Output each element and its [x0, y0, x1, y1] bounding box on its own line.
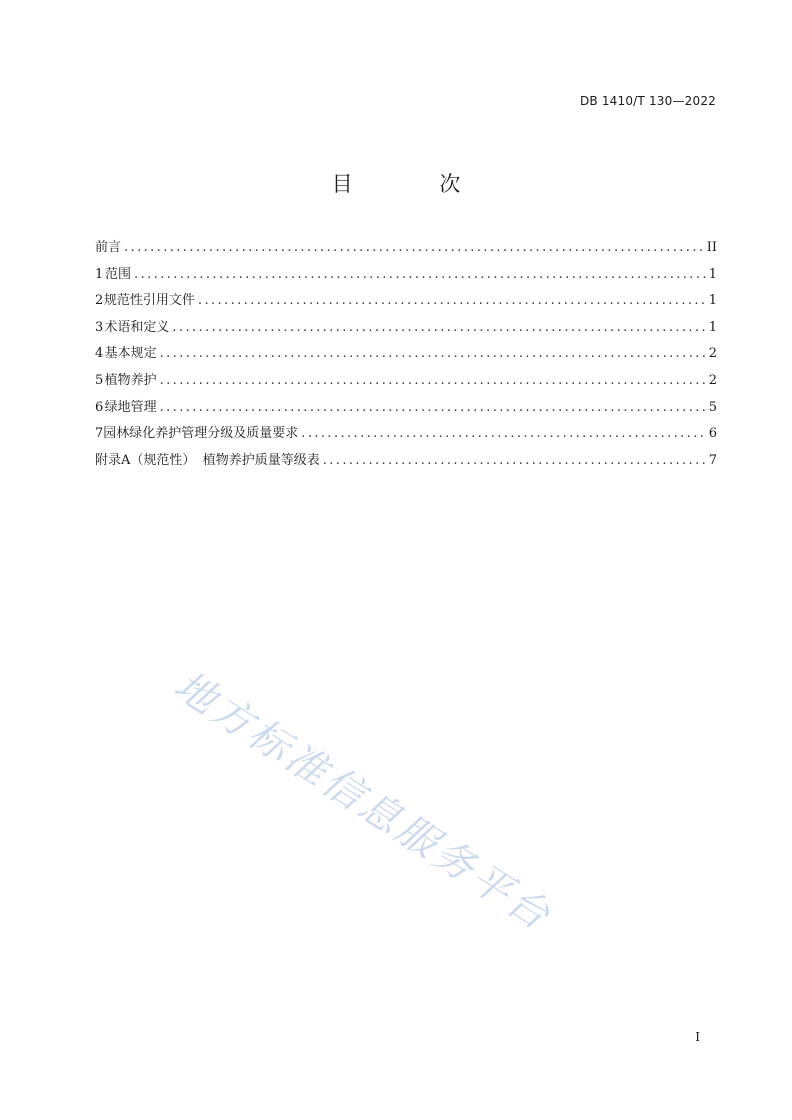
- toc-entry-number: 5: [95, 372, 104, 388]
- document-code: DB 1410/T 130—2022: [579, 94, 716, 108]
- toc-leader-dots: [160, 346, 706, 361]
- toc-entry-label: 术语和定义: [104, 319, 170, 335]
- toc-leader-dots: [160, 373, 706, 388]
- page-title: 目 次: [331, 172, 501, 196]
- toc-entry-page: 1: [708, 266, 717, 282]
- toc-entry-plant-maintenance[interactable]: [95, 369, 717, 396]
- toc-entry-normative-references[interactable]: [95, 289, 717, 316]
- toc-entry-number: 1: [95, 266, 104, 282]
- appendix-label: 植物养护质量等级表: [202, 452, 320, 468]
- toc-entry-page: 2: [708, 372, 717, 388]
- toc-entry-number: 7: [95, 426, 104, 442]
- toc-entry-foreword[interactable]: [95, 236, 717, 263]
- toc-leader-dots: [124, 240, 704, 255]
- toc-entry-number: 2: [95, 293, 104, 309]
- toc-entry-page: 5: [708, 399, 717, 415]
- appendix-prefix: 附录A（规范性）: [95, 452, 196, 468]
- toc-entry-page: II: [706, 240, 717, 255]
- toc-entry-label: 规范性引用文件: [103, 293, 195, 309]
- toc-entry-appendix-a[interactable]: [95, 449, 717, 476]
- toc-entry-number: 3: [95, 319, 104, 335]
- toc-leader-dots: [301, 426, 705, 441]
- toc-entry-label: 前言: [95, 240, 122, 255]
- toc-entry-page: 1: [708, 319, 717, 335]
- toc-leader-dots: [323, 453, 706, 468]
- toc-leader-dots: [172, 320, 705, 335]
- toc-entry-label: 绿地管理: [104, 399, 157, 415]
- toc-entry-label: 基本规定: [104, 346, 157, 362]
- toc-entry-page: 6: [708, 426, 717, 442]
- table-of-contents: [95, 236, 717, 475]
- toc-entry-number: 6: [95, 399, 104, 415]
- toc-entry-number: 4: [95, 346, 104, 362]
- watermark-text: 地方标准信息服务平台: [166, 662, 561, 941]
- toc-entry-terms-definitions[interactable]: [95, 316, 717, 343]
- toc-leader-dots: [198, 293, 706, 308]
- toc-leader-dots: [134, 267, 706, 282]
- toc-entry-basic-provisions[interactable]: [95, 342, 717, 369]
- toc-leader-dots: [160, 400, 706, 415]
- toc-entry-green-space-management[interactable]: [95, 396, 717, 423]
- toc-entry-label: 园林绿化养护管理分级及质量要求: [103, 426, 299, 442]
- toc-entry-grading-quality[interactable]: [95, 422, 717, 449]
- page-number: I: [695, 1030, 700, 1044]
- toc-entry-label: 范围: [105, 266, 132, 282]
- toc-entry-label: 植物养护: [104, 372, 157, 388]
- toc-entry-scope[interactable]: [95, 263, 717, 290]
- toc-entry-page: 2: [708, 346, 717, 362]
- toc-entry-page: 1: [708, 293, 717, 309]
- toc-entry-page: 7: [708, 452, 717, 468]
